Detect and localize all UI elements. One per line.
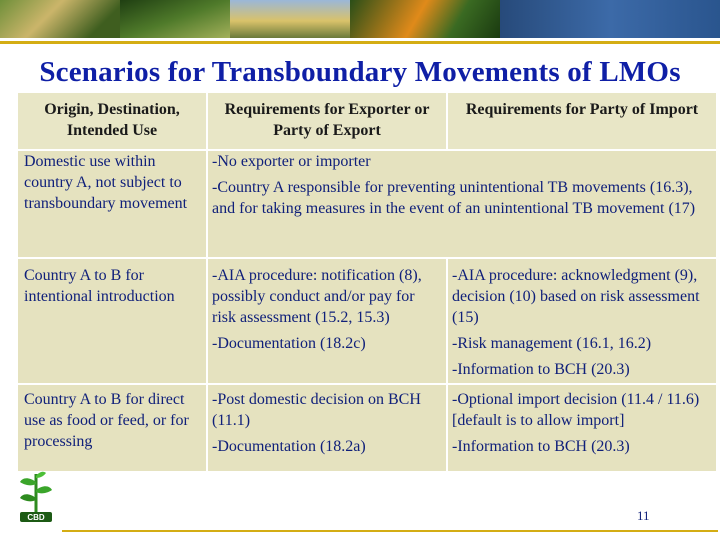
column-divider [446,93,448,149]
banner-photo-oranges [350,0,500,38]
banner-photo-plants [120,0,230,38]
photo-banner [0,0,720,38]
row2-importer-line-1: -AIA procedure: acknowledgment (9), decision (10) based on risk assessment (15) [452,267,700,326]
slide-title: Scenarios for Transboundary Movements of LMOs [39,56,681,88]
row3-origin: Country A to B for direct use as food or feed, or for processing [24,391,189,450]
row3-exporter-line-2: -Documentation (18.2a) [212,438,366,455]
row2-exporter-line-2: -Documentation (18.2c) [212,335,366,352]
cbd-logo [16,468,56,524]
row-divider [18,383,716,385]
row3-exporter-line-1: -Post domestic decision on BCH (11.1) [212,391,421,429]
row3-exporter [206,389,446,457]
row1-origin: Domestic use within country A, not subject to transboundary movement [24,153,188,212]
row3-importer-line-2: -Information to BCH (20.3) [452,438,630,455]
row3-importer [446,389,716,457]
page-number: 11 [637,508,650,523]
row2-importer-line-3: -Information to BCH (20.3) [452,361,630,378]
cbd-logo-icon [16,468,56,524]
header-exporter: Requirements for Exporter or Party of Export [208,93,446,149]
banner-photo-grain [230,0,350,38]
row-divider [18,257,716,259]
header-importer: Requirements for Party of Import [448,93,716,149]
banner-blue-panel [500,0,720,38]
column-divider [446,257,448,471]
logo-text: CBD [27,513,45,522]
row1-requirements [206,151,710,219]
row1-line-1: -No exporter or importer [212,153,371,170]
row2-exporter-line-1: -AIA procedure: notification (8), possibly conduct and/or pay for risk assessment (15.2, 15.3) [212,267,422,326]
row3-importer-line-1: -Optional import decision (11.4 / 11.6) [default is to allow import] [452,391,700,429]
row2-exporter [206,265,446,354]
header-origin: Origin, Destination, Intended Use [18,93,206,149]
footer-line [62,530,718,532]
row2-importer-line-2: -Risk management (16.1, 16.2) [452,335,652,352]
header-divider [0,41,720,44]
banner-photo-field [0,0,120,38]
row2-importer [446,265,716,380]
column-divider [206,93,208,471]
row1-line-2: -Country A responsible for preventing unintentional TB movements (16.3), and for taking measures in the event of an unintentional TB movement (17) [212,179,696,217]
row2-origin: Country A to B for intentional introduction [24,267,175,305]
scenarios-table [18,93,716,471]
